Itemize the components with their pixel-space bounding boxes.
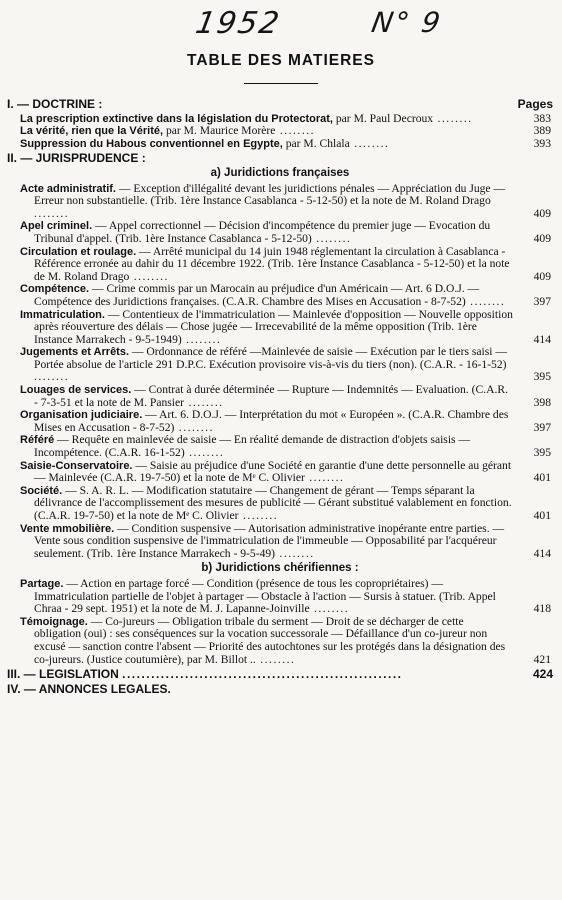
entry-page: 383 (533, 111, 551, 125)
entry-page: 409 (533, 269, 551, 283)
leader-dots: ........ (238, 509, 279, 522)
entry-page: 409 (533, 231, 551, 245)
toc-entry (20, 136, 553, 151)
entry-title: Témoignage. (20, 615, 88, 628)
leader-dots: ........ (181, 332, 222, 346)
entry-page: 395 (533, 446, 551, 460)
doctrine-list (7, 113, 553, 151)
entry-page: 398 (533, 395, 551, 409)
leader-dots: ........ (34, 206, 70, 220)
section-jurisprudence-header (7, 152, 553, 165)
entry-text: — Contentieux de l'immatriculation — Mainlevée d'opposition — Nouvelle opposition après réouverture des délais — Chose jugée — Irrecevabilité de la même opposition (Trib. 1ère Instance Marrakech - 9-5-1949) (34, 307, 513, 346)
entry-title: Apel criminel. (20, 220, 93, 233)
leader-dots: ........ (184, 446, 225, 460)
section-legislation-label: III. — LEGISLATION .......................................................... (7, 667, 403, 682)
leader-dots: ........ (275, 546, 315, 560)
entry-text: — Condition suspensive — Autorisation administrative inopérante entre parties. — Vente sous condition suspensive de l'immatriculation de l'immeuble — Opposabilité par l'acquéreur seulement. (Trib. 1ère Instance Marrakech - 9-5-49) (34, 521, 505, 560)
leader-dots: ........ (304, 471, 345, 485)
handwritten-number: N° 9 (369, 6, 445, 39)
entry-text: — Exception d'illégalité devant les juridictions pénales — Appréciation du Juge — Erreur non substantielle. (Trib. 1ère Instance Casablanca - 5-12-50) et la note de M. Roland Drago (34, 181, 506, 208)
entry-page: 414 (533, 546, 551, 560)
leader-dots: ........ (465, 294, 506, 308)
toc-entry (20, 521, 553, 561)
entry-page: 397 (533, 420, 551, 434)
page-title: TABLE DES MATIERES (187, 52, 375, 69)
entries-juridictions-cherifiennes (7, 578, 553, 666)
entry-title: La prescription extinctive dans la législation du Protectorat, (20, 112, 333, 125)
entry-page: 393 (533, 136, 551, 150)
entry-text: — Saisie au préjudice d'une Société en garantie d'une dette personnelle au gérant — Mainlevée (C.A.R. 19-7-50) et la note de Mᵉ C. Olivier (34, 458, 512, 485)
section-jurisprudence-label: II. — JURISPRUDENCE : (7, 151, 146, 166)
leader-dots: ........ (184, 395, 224, 409)
pages-header: Pages (517, 97, 553, 111)
leader-dots: ........ (34, 370, 70, 384)
entry-title: Saisie-Conservatoire. (20, 459, 133, 472)
handwritten-year: 1952 (192, 6, 284, 41)
entry-title: Vente mmobilière. (20, 522, 115, 535)
entries-juridictions-francaises (7, 183, 553, 561)
entry-title: Organisation judiciaire. (20, 409, 143, 422)
section-annonces-header (7, 683, 553, 696)
entry-text: par M. Chlala (282, 136, 350, 150)
entry-page: 421 (533, 652, 551, 666)
leader-dots: ........ (174, 420, 214, 434)
entry-text: — Action en partage forcé — Condition (présence de tous les copropriétaires) — Immatriculation partielle de l'objet à partager — Obstacle à l'action — Sursis à statuer. (Trib. Appel Chraa - 29 sept. 1951) et la note de M. J. Lapanne-Joinville (34, 576, 496, 616)
toc-entry (20, 244, 553, 284)
entry-title: Jugements et Arrêts. (20, 346, 130, 359)
leader-dots: ........ (255, 652, 296, 666)
toc-entry (20, 614, 553, 666)
toc-entry (20, 483, 553, 523)
entry-page: 414 (533, 332, 551, 346)
entry-page: 409 (533, 206, 551, 220)
entry-text: — Arrêté municipal du 14 juin 1948 réglementant la circulation à Casablanca - Référence erronée au dahir du 11 décembre 1922. (Trib. 1ère Instance Casablanca - 5-12-50) et la note de M. Roland Drago (34, 244, 510, 283)
toc-entry (20, 408, 553, 434)
entry-title: Référé (20, 434, 55, 447)
entry-page: 389 (533, 124, 551, 138)
leader-dots: ........ (311, 231, 352, 245)
section-doctrine-header (7, 98, 553, 111)
entry-title: Suppression du Habous conventionnel en Egypte, (20, 137, 283, 150)
entry-text: — S. A. R. L. — Modification statutaire — Changement de gérant — Temps séparant la délivrance de l'accomplissement des mesures de publicité — Gérant substitué valablement en fonction. (C.A.R. 19-7-50) et la note de Mᵉ C. Olivier (34, 483, 512, 522)
leader-dots: ........ (433, 111, 473, 125)
entry-title: Société. (20, 484, 63, 497)
subheading-juridictions-francaises: a) Juridictions françaises (210, 166, 350, 179)
section-doctrine-label: I. — DOCTRINE : (7, 97, 103, 111)
entry-page: 397 (533, 294, 551, 308)
subheading-juridictions-cherifiennes: b) Juridictions chérifiennes : (201, 562, 359, 575)
entry-page: 401 (533, 509, 551, 522)
entry-text: — Appel correctionnel — Décision d'incompétence du premier juge — Evocation du Tribunal d'appel. (Trib. 1ère Instance Casablanca - 5-12-50) (34, 219, 491, 245)
toc-entry (20, 433, 553, 460)
toc-entry (20, 219, 553, 245)
leader-dots: ........ (349, 136, 390, 150)
entry-text: par M. Paul Decroux (332, 111, 434, 125)
leader-dots: ........ (309, 602, 350, 616)
entry-text: — Crime commis par un Marocain au préjudice d'un Américain — Art. 6 D.O.J. — Compétence des Juridictions françaises. (C.A.R. Chambre des Mises en Accusation - 8-7-52) (34, 282, 480, 308)
toc-entry (20, 458, 553, 485)
entry-text: — Ordonnance de référé —Mainlevée de saisie — Exécution par le tiers saisi — Portée absolue de l'article 291 D.P.C. Exécution provisoire vis-à-vis du tiers (non). (C.A.R. - 16-1-52) (34, 345, 507, 371)
entry-title: La vérité, rien que la Vérité, (20, 125, 164, 138)
toc-entry (20, 181, 553, 221)
entry-title: Louages de services. (20, 384, 132, 397)
toc-entry (20, 576, 553, 616)
entry-title: Compétence. (20, 283, 90, 296)
section-legislation-header (7, 668, 553, 681)
table-of-contents (7, 96, 553, 697)
entry-title: Partage. (20, 577, 64, 590)
leader-dots: ........ (275, 124, 316, 138)
toc-entry (20, 282, 553, 308)
legislation-page: 424 (532, 667, 553, 682)
entry-page: 395 (533, 370, 551, 384)
entry-page: 401 (533, 471, 551, 485)
toc-entry (20, 383, 553, 409)
entry-text: — Contrat à durée déterminée — Rupture — Indemnités — Evaluation. (C.A.R. - 7-3-51 et la note de M. Pansier (34, 383, 508, 409)
entry-text: — Co-jureurs — Obligation tribale du serment — Droit de se décharger de cette obligation (oui) : ses conséquences sur la vocation successorale — Défaillance d'un co-jureur non excusé — sanction contre l'absent — Priorité des autochtones sur les protégés dans la désignation des co-jureurs. (Justice coutumière), par M. Billot .. (34, 614, 506, 666)
entry-text: par M. Maurice Morère (163, 124, 276, 138)
entry-page: 418 (533, 602, 551, 616)
leader-dots: ........ (129, 269, 169, 283)
title-rule (244, 83, 318, 84)
toc-entry (20, 345, 553, 384)
entry-text: — Art. 6. D.O.J. — Interprétation du mot « Européen ». (C.A.R. Chambre des Mises en Accusation - 8-7-52) (34, 408, 509, 434)
section-annonces-label: IV. — ANNONCES LEGALES. (7, 681, 171, 696)
entry-title: Circulation et roulage. (20, 245, 137, 258)
entry-text: — Requête en mainlevée de saisie — En réalité demande de distraction d'objets saisis — Incompétence. (C.A.R. 16-1-52) (34, 433, 471, 460)
toc-entry (20, 307, 553, 347)
entry-title: Immatriculation. (20, 308, 105, 321)
entry-title: Acte administratif. (20, 182, 116, 195)
